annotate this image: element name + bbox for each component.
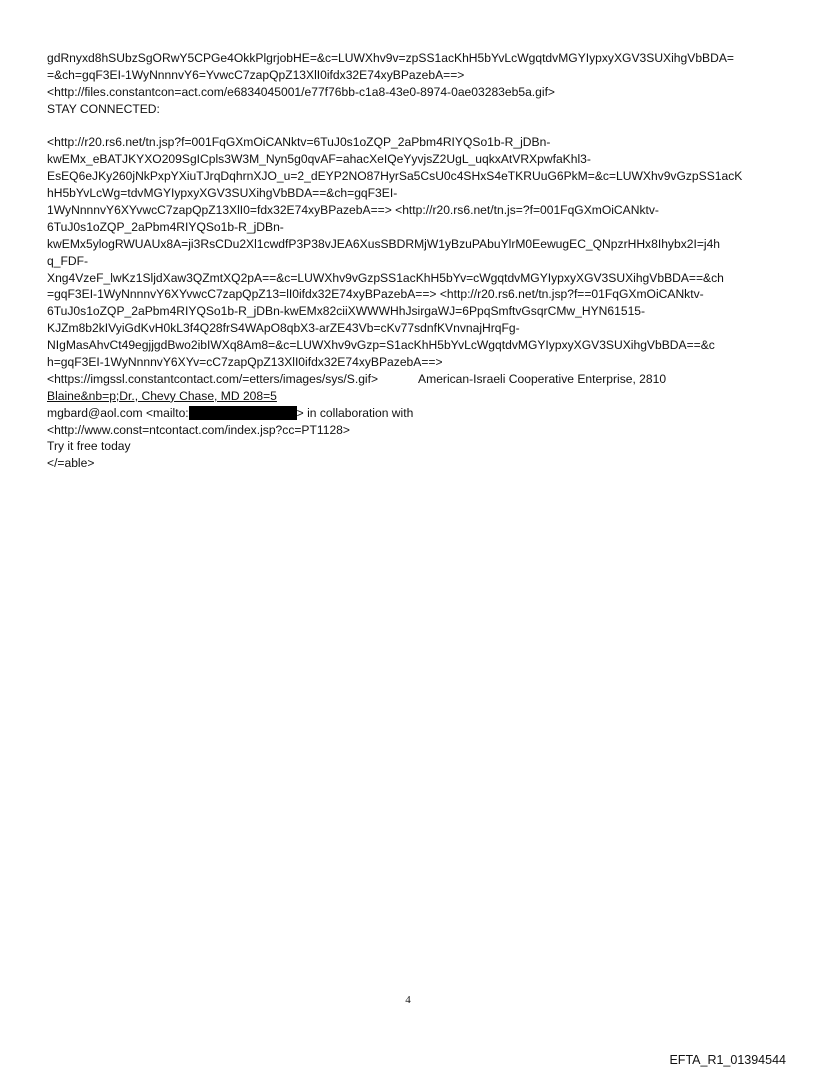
end-tag-text: </=able>	[47, 456, 95, 471]
text-line: hH5bYvLcWg=tdvMGYIypxyXGV3SUXihgVbBDA==&ch=gqF3EI-	[47, 186, 398, 201]
document-id: EFTA_R1_01394544	[669, 1053, 786, 1067]
blank-line	[47, 118, 772, 135]
text-line: q_FDF-	[47, 253, 88, 268]
stay-connected-heading: STAY CONNECTED:	[47, 101, 160, 116]
text-line: <http://files.constantcon=act.com/e6834045001/e77f76bb-c1a8-43e0-8974-0ae03283eb5a.gif>	[47, 84, 555, 99]
text-line: =&ch=gqF3EI-1WyNnnnvY6=YvwcC7zapQpZ13XlI0ifdx32E74xyBPazebA==>	[47, 67, 465, 82]
text-line: =gqF3EI-1WyNnnnvY6XYvwcC7zapQpZ13=lI0ifdx32E74xyBPazebA==> <http://r20.rs6.net/tn.jsp?f==01FqGXmOiCANktv-	[47, 287, 704, 302]
redaction-box	[189, 406, 297, 420]
email-line	[47, 405, 772, 422]
text-line: kwEMx5ylogRWUAUx8A=ji3RsCDu2Xl1cwdfP3P38vJEA6XusSBDRMjW1yBzuPAbuYlrM0EewugEC_QNpzrHHx8Ihybx2I=j4h	[47, 236, 721, 251]
text-line: <http://r20.rs6.net/tn.jsp?f=001FqGXmOiCANktv=6TuJ0s1oZQP_2aPbm4RIYQSo1b-R_jDBn-	[47, 135, 551, 150]
text-line: h=gqF3EI-1WyNnnnvY6XYv=cC7zapQpZ13XlI0ifdx32E74xyBPazebA==>	[47, 355, 443, 370]
text-line: Xng4VzeF_lwKz1SljdXaw3QZmtXQ2pA==&c=LUWXhv9vGzpSS1acKhH5bYv=cWgqtdvMGYIypxyXGV3SUXihgVbBDA==&ch	[47, 270, 724, 285]
cc-link: <http://www.const=ntcontact.com/index.jsp?cc=PT1128>	[47, 422, 350, 437]
try-free-text: Try it free today	[47, 439, 131, 454]
text-line: KJZm8b2kIVyiGdKvH0kL3f4Q28frS4WApO8qbX3-arZE43Vb=cKv77sdnfKVnvnajHrqFg-	[47, 321, 520, 336]
org-text: American-Israeli Cooperative Enterprise, 2810	[418, 371, 667, 386]
address-line	[47, 388, 772, 405]
text-line: NIgMasAhvCt49egjjgdBwo2ibIWXq8Am8=&c=LUWXhv9vGzp=S1acKhH5bYvLcWgqtdvMGYIypxyXGV3SUXihgVbBDA==&c	[47, 338, 715, 353]
text-line: gdRnyxd8hSUbzSgORwY5CPGe4OkkPlgrjobHE=&c=LUWXhv9v=zpSS1acKhH5bYvLcWgqtdvMGYIypxyXGV3SUXihgVbBDA=	[47, 51, 734, 65]
text-line: 6TuJ0s1oZQP_2aPbm4RIYQSo1b-R_jDBn-kwEMx82ciiXWWWHhJsirgaWJ=6PpqSmftvGsqrCMw_HYN61515-	[47, 304, 646, 319]
text-line: 1WyNnnnvY6XYvwcC7zapQpZ13XlI0=fdx32E74xyBPazebA==> <http://r20.rs6.net/tn.js=?f=001FqGXmOiCANktv-	[47, 203, 659, 218]
email-body	[47, 50, 772, 472]
imgssl-link: <https://imgssl.constantcontact.com/=etters/images/sys/S.gif>	[47, 371, 379, 386]
text-line: kwEMx_eBATJKYXO209SgICpls3W3M_Nyn5g0qvAF=ahacXeIQeYyvjsZ2UgL_uqkxAtVRXpwfaKhl3-	[47, 152, 591, 167]
address-text: Blaine&nb=p;Dr., Chevy Chase, MD 208=5	[47, 388, 277, 403]
text-line: EsEQ6eJKy260jNkPxpYXiuTJrqDqhrnXJO_u=2_dEYP2NO87HyrSa5CsU0c4SHxS4eTKRUuG6PkM=&c=LUWXhv9vGzpSS1acK	[47, 169, 743, 184]
imgssl-line	[47, 371, 772, 388]
text-line: 6TuJ0s1oZQP_2aPbm4RIYQSo1b-R_jDBn-	[47, 219, 284, 234]
email-suffix: > in collaboration with	[296, 405, 414, 420]
page-number: 4	[405, 994, 411, 1006]
email-prefix: mgbard@aol.com <mailto:	[47, 405, 189, 420]
